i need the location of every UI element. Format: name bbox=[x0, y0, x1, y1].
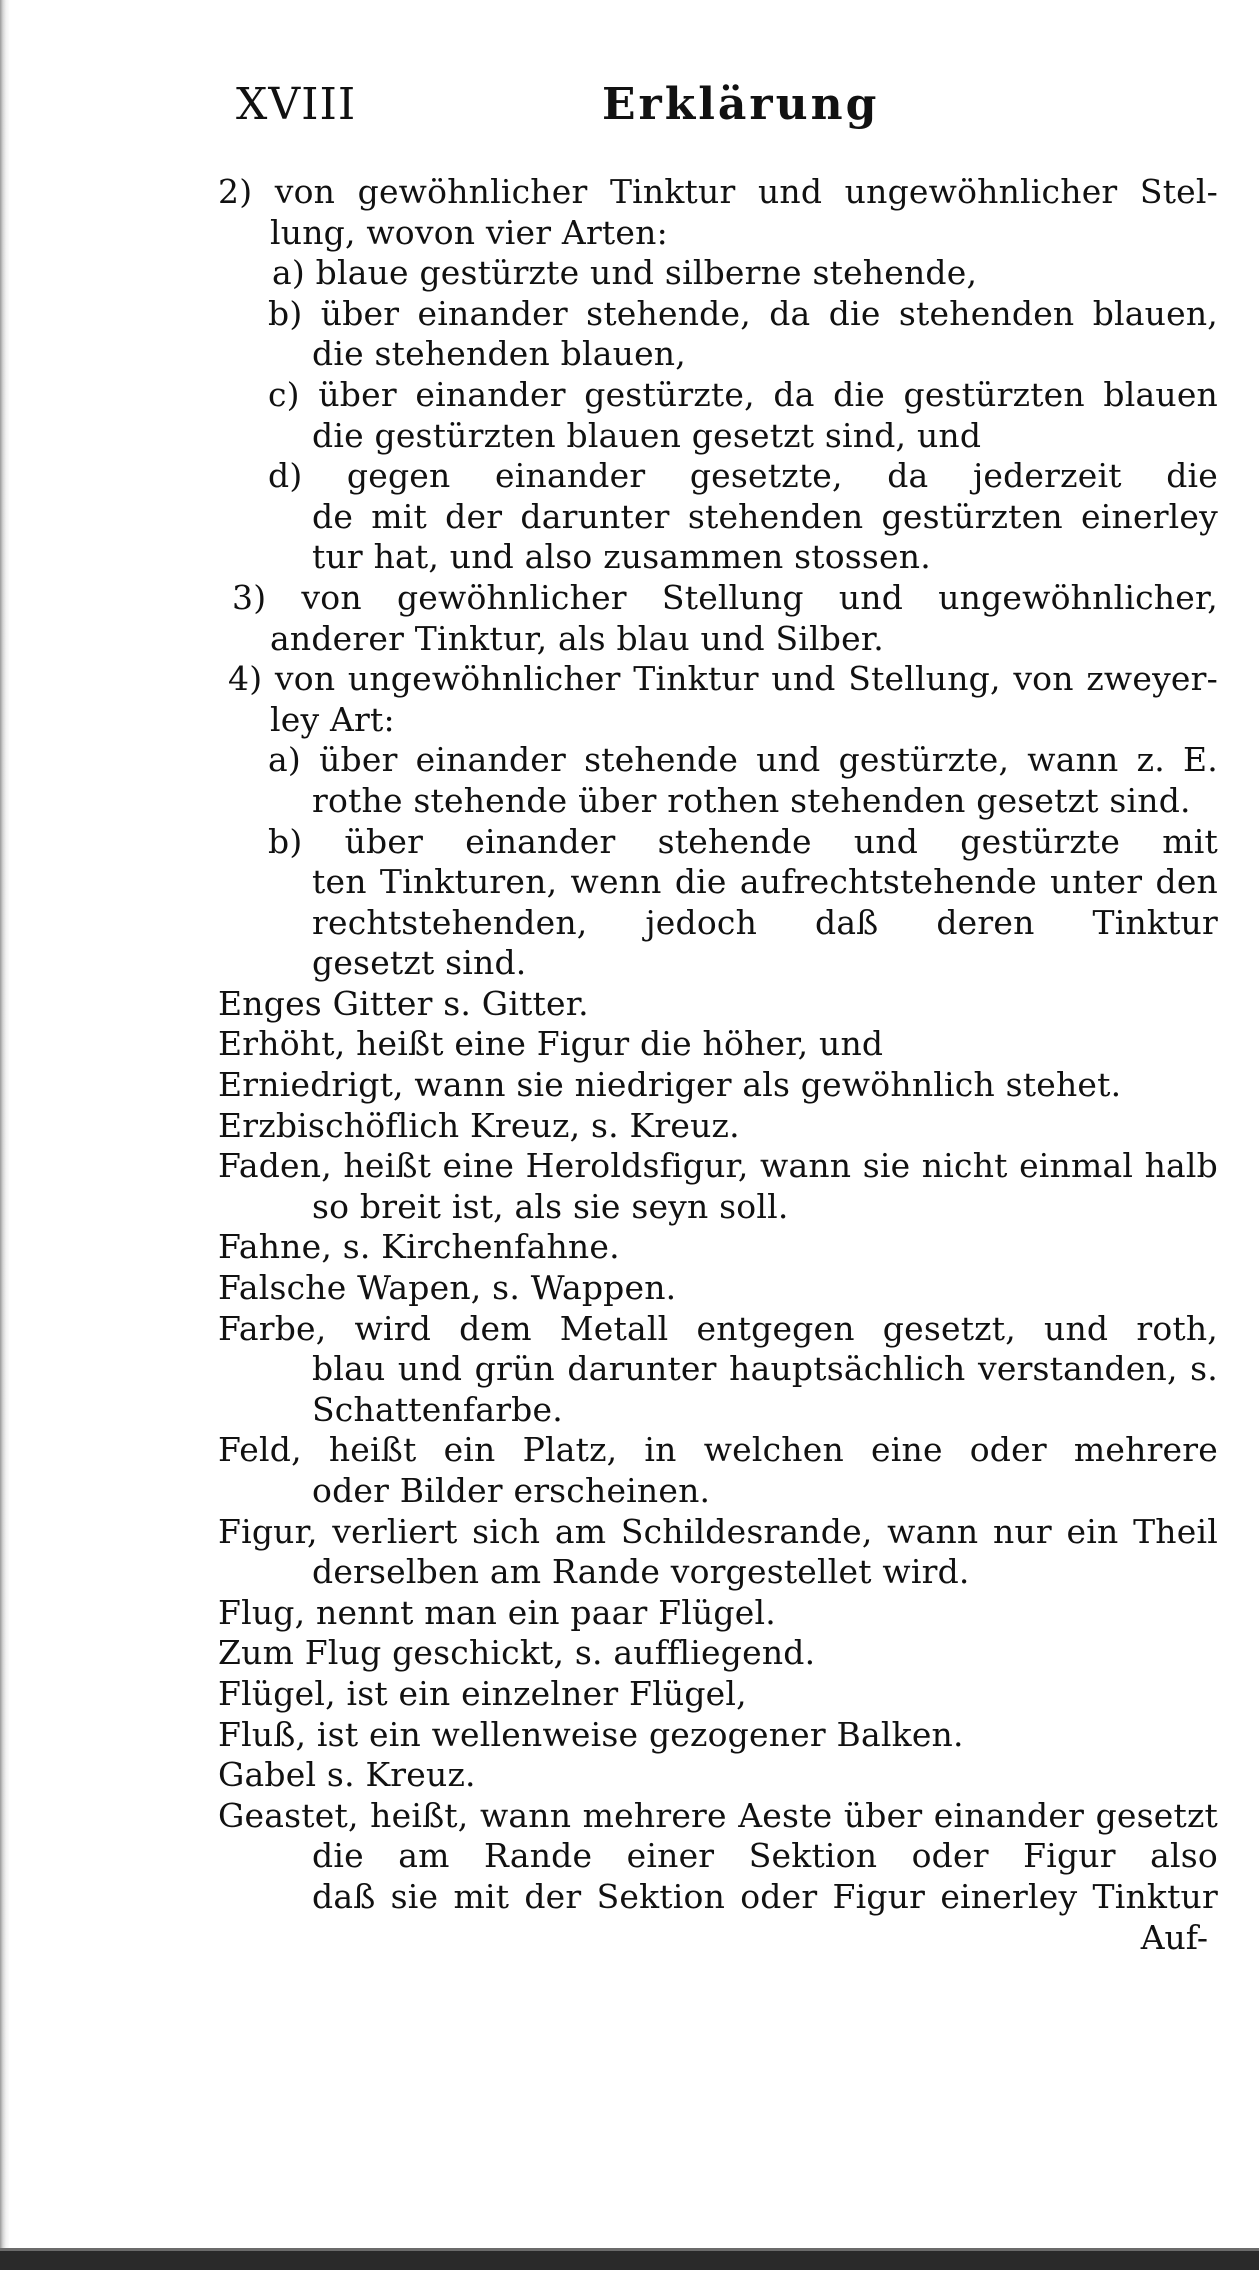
catchword: Auf- bbox=[1140, 1917, 1208, 1957]
sub-item-2b: b) über einander stehende, da die stehenden blauen, bbox=[268, 293, 1218, 333]
entry-faden: Faden, heißt eine Heroldsfigur, wann sie nicht einmal halb bbox=[218, 1146, 1218, 1186]
entry-feld-continuation: oder Bilder erscheinen. bbox=[312, 1471, 711, 1510]
list-item-4: 4) von ungewöhnlicher Tinktur und Stellung, von zweyer- bbox=[228, 659, 1218, 699]
entry-farbe: Farbe, wird dem Metall entgegen gesetzt, und roth, bbox=[218, 1308, 1218, 1348]
sub-item-2c-continuation: die gestürzten blauen gesetzt sind, und bbox=[312, 415, 982, 455]
page-body bbox=[218, 172, 1218, 1958]
entry-geastet: Geastet, heißt, wann mehrere Aeste über einander gesetzt bbox=[218, 1795, 1218, 1835]
page-number: XVIII bbox=[236, 79, 357, 130]
entry-geastet-continuation-2: daß sie mit der Sektion oder Figur einerley Tinktur bbox=[312, 1876, 1218, 1916]
sub-item-4a-continuation: rothe stehende über rothen stehenden gesetzt sind. bbox=[312, 780, 1191, 820]
sub-item-2a: a) blaue gestürzte und silberne stehende, bbox=[272, 253, 978, 293]
entry-faden-continuation: so breit ist, als sie seyn soll. bbox=[312, 1186, 789, 1226]
entry-erzbischoeflich-kreuz: Erzbischöflich Kreuz, s. Kreuz. bbox=[218, 1105, 740, 1145]
sub-item-4a: a) über einander stehende und gestürzte, wann z. E. bbox=[268, 740, 1218, 780]
scan-edge-left bbox=[0, 0, 10, 2267]
entry-geastet-continuation-1: die am Rande einer Sektion oder Figur also bbox=[312, 1836, 1218, 1876]
entry-fluss: Fluß, ist ein wellenweise gezogener Balken. bbox=[218, 1714, 964, 1754]
entry-fahne: Fahne, s. Kirchenfahne. bbox=[218, 1227, 620, 1267]
list-item-2: 2) von gewöhnlicher Tinktur und ungewöhnlicher Stel- bbox=[218, 172, 1218, 211]
sub-item-4b-continuation-1: ten Tinkturen, wenn die aufrechtstehende unter den bbox=[312, 862, 1218, 902]
sub-item-2c: c) über einander gestürzte, da die gestürzten blauen bbox=[268, 374, 1218, 414]
sub-item-4b-continuation-2: rechtstehenden, jedoch daß deren Tinktur bbox=[312, 902, 1218, 942]
list-item-4-continuation: ley Art: bbox=[270, 699, 395, 739]
entry-fluegel: Flügel, ist ein einzelner Flügel, bbox=[218, 1673, 747, 1713]
sub-item-4b: b) über einander stehende und gestürzte mit bbox=[268, 821, 1218, 861]
sub-item-2d: d) gegen einander gesetzte, da jederzeit die bbox=[268, 456, 1218, 496]
list-item-3: 3) von gewöhnlicher Stellung und ungewöhnlicher, bbox=[232, 577, 1218, 617]
page-header bbox=[236, 78, 1236, 138]
entry-figur: Figur, verliert sich am Schildesrande, wann nur ein Theil bbox=[218, 1511, 1218, 1551]
entry-gabel: Gabel s. Kreuz. bbox=[218, 1755, 476, 1795]
sub-item-2b-continuation: die stehenden blauen, bbox=[312, 334, 686, 374]
entry-figur-continuation: derselben am Rande vorgestellet wird. bbox=[312, 1552, 970, 1592]
sub-item-4b-continuation-3: gesetzt sind. bbox=[312, 943, 527, 983]
entry-enges-gitter: Enges Gitter s. Gitter. bbox=[218, 983, 589, 1023]
running-title: Erklärung bbox=[602, 79, 880, 130]
list-item-3-continuation: anderer Tinktur, als blau und Silber. bbox=[270, 618, 884, 658]
sub-item-2d-continuation-2: tur hat, und also zusammen stossen. bbox=[312, 537, 931, 577]
entry-farbe-continuation-1: blau und grün darunter hauptsächlich verstanden, s. bbox=[312, 1349, 1218, 1389]
entry-farbe-continuation-2: Schattenfarbe. bbox=[312, 1389, 563, 1429]
entry-zum-flug-geschickt: Zum Flug geschickt, s. auffliegend. bbox=[218, 1633, 816, 1673]
entry-falsche-wapen: Falsche Wapen, s. Wappen. bbox=[218, 1268, 677, 1308]
sub-item-2d-continuation-1: de mit der darunter stehenden gestürzten einerley bbox=[312, 496, 1218, 536]
entry-erniedrigt: Erniedrigt, wann sie niedriger als gewöhnlich stehet. bbox=[218, 1065, 1122, 1105]
entry-feld: Feld, heißt ein Platz, in welchen eine oder mehrere bbox=[218, 1430, 1218, 1470]
entry-erhoeht: Erhöht, heißt eine Figur die höher, und bbox=[218, 1024, 884, 1064]
entry-flug: Flug, nennt man ein paar Flügel. bbox=[218, 1592, 776, 1632]
list-item-2-continuation: lung, wovon vier Arten: bbox=[270, 212, 668, 252]
